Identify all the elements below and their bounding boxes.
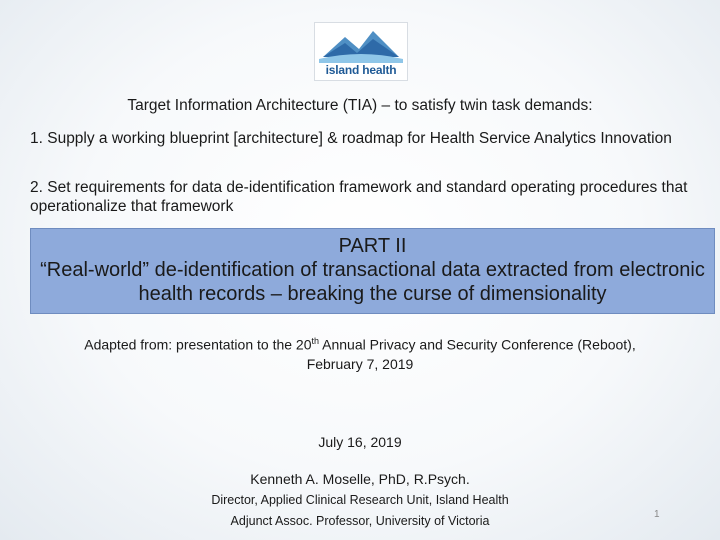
adapted-sup: th xyxy=(311,336,320,346)
page-number: 1 xyxy=(654,509,660,520)
task-item-1: 1. Supply a working blueprint [architecture] & roadmap for Health Service Analytics Innovation xyxy=(30,130,672,147)
tia-title: Target Information Architecture (TIA) – to satisfy twin task demands: xyxy=(127,97,593,114)
presentation-date: July 16, 2019 xyxy=(318,434,402,450)
adapted-pre: Adapted from: presentation to the 20 xyxy=(84,336,312,353)
adapted-date: February 7, 2019 xyxy=(306,355,414,372)
adapted-post: Annual Privacy and Security Conference (Reboot), xyxy=(319,336,636,353)
mountains-icon xyxy=(315,23,407,63)
adapted-note xyxy=(0,332,720,374)
banner-title: “Real-world” de-identification of transactional data extracted from electronic health records – breaking the curse of dimensionality xyxy=(40,259,705,305)
author-role-2: Adjunct Assoc. Professor, University of Victoria xyxy=(230,514,490,528)
author-role-1: Director, Applied Clinical Research Unit, Island Health xyxy=(211,493,509,507)
banner-part-label: PART II xyxy=(338,235,407,257)
island-health-logo xyxy=(314,22,408,81)
author-name: Kenneth A. Moselle, PhD, R.Psych. xyxy=(250,471,470,487)
logo-text: island health xyxy=(325,63,397,77)
task-item-2: 2. Set requirements for data de-identification framework and standard operating procedures that operationalize that framework xyxy=(30,179,688,215)
part-banner xyxy=(30,228,715,314)
